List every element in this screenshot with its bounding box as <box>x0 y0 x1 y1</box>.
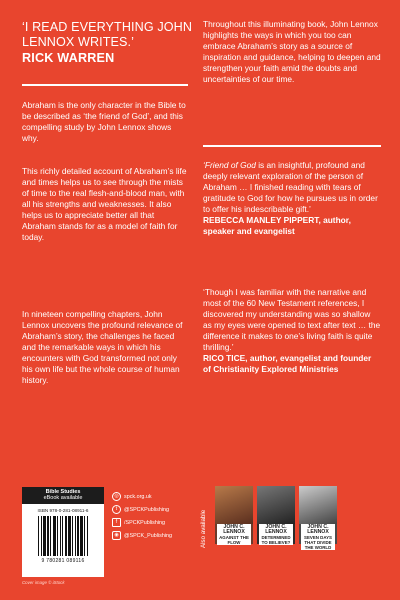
endorsement-1-author: REBECCA MANLEY PIPPERT, author, speaker and evangelist <box>203 215 351 236</box>
barcode-number: 9 780281 089116 <box>41 558 85 564</box>
book-cover-3-author: JOHN C. LENNOX <box>307 524 329 535</box>
endorsement-1-text: is an insightful, profound and deeply relevant exploration of the person of Abraham … I finished reading with tears of gratitude to God for how he pursues us in order to offer his indescribable gift.’ <box>203 160 378 214</box>
left-paragraph-2: This richly detailed account of Abraham’s life and times helps us to see through the mists of time to the real flesh-and-blood man, with all his strengths and weaknesses. It also helps us to appreciate better all that Abraham stands for as a model of faith for today. <box>22 166 187 242</box>
social-instagram-text: @SPCK_Publishing <box>124 532 173 539</box>
endorsement-2-text: ‘Though I was familiar with the narrative and most of the 60 New Testament references, I discovered my understanding was so shallow as my eyes were opened to text after text … the difference it makes to one’s living faith is quite thrilling.’ <box>203 287 381 352</box>
book-cover-2-author: JOHN C. LENNOX <box>265 524 287 535</box>
endorsement-1-title: ‘Friend of God <box>203 160 256 170</box>
globe-icon: ◎ <box>112 492 121 501</box>
endorsement-1 <box>203 160 381 237</box>
endorsement-2-author: RICO TICE, author, evangelist and founder of Christianity Explored Ministries <box>203 353 372 374</box>
book-cover-1-label <box>217 524 251 545</box>
barcode-ebook: eBook available <box>43 495 83 501</box>
barcode-bar <box>88 516 89 556</box>
barcode-box <box>22 487 104 577</box>
top-quote-author: RICK WARREN <box>22 51 115 65</box>
book-cover-1-title: AGAINST THE FLOW <box>219 535 249 545</box>
book-cover-1-art <box>215 486 253 524</box>
social-links <box>112 490 172 542</box>
book-cover-1[interactable] <box>215 486 253 544</box>
endorsement-2 <box>203 287 381 375</box>
right-divider <box>203 145 381 147</box>
barcode-bars <box>22 516 104 556</box>
also-available-covers <box>215 486 337 550</box>
left-divider <box>22 84 188 86</box>
social-instagram[interactable] <box>112 529 172 542</box>
barcode-category: Bible Studies <box>45 489 81 495</box>
social-twitter[interactable] <box>112 503 172 516</box>
book-cover-2[interactable] <box>257 486 295 544</box>
book-cover-2-title: DETERMINED TO BELIEVE? <box>261 535 291 545</box>
social-twitter-text: @SPCKPublishing <box>124 506 170 513</box>
book-cover-3-label <box>301 524 335 550</box>
social-website-text: spck.org.uk <box>124 493 152 500</box>
book-cover-3-art <box>299 486 337 524</box>
barcode-header <box>22 487 104 504</box>
isbn-text: ISBN 978-0-281-08911-6 <box>37 508 89 513</box>
left-paragraph-1: Abraham is the only character in the Bible to be described as ‘the friend of God’, and this compelling study by John Lennox shows why. <box>22 100 186 143</box>
also-available-label: Also available <box>200 509 207 548</box>
social-facebook[interactable] <box>112 516 172 529</box>
cover-credit: Cover image © iStock <box>22 580 65 585</box>
right-intro: Throughout this illuminating book, John Lennox highlights the ways in which you too can embrace Abraham’s story as a source of inspiration and guidance, helping to deepen and strengthen your faith amid the doubts and uncertainties of our time. <box>203 19 381 84</box>
top-quote-text: ‘I READ EVERYTHING JOHN LENNOX WRITES.’ <box>22 20 193 49</box>
social-website[interactable] <box>112 490 172 503</box>
book-cover-2-art <box>257 486 295 524</box>
instagram-icon: ◉ <box>112 531 121 540</box>
book-cover-1-author: JOHN C. LENNOX <box>223 524 245 535</box>
left-paragraph-3: In nineteen compelling chapters, John Lennox uncovers the profound relevance of Abraham’s story, the challenges he faced and the remarkable ways in which his encounters with God transformed not only his own life but the whole course of human history. <box>22 309 183 385</box>
facebook-icon: f <box>112 518 121 527</box>
book-cover-3[interactable] <box>299 486 337 550</box>
book-cover-3-title: SEVEN DAYS THAT DIVIDE THE WORLD <box>304 535 332 550</box>
top-quote <box>22 20 192 65</box>
twitter-icon: t <box>112 505 121 514</box>
social-facebook-text: /SPCKPublishing <box>124 519 166 526</box>
book-cover-2-label <box>259 524 293 545</box>
